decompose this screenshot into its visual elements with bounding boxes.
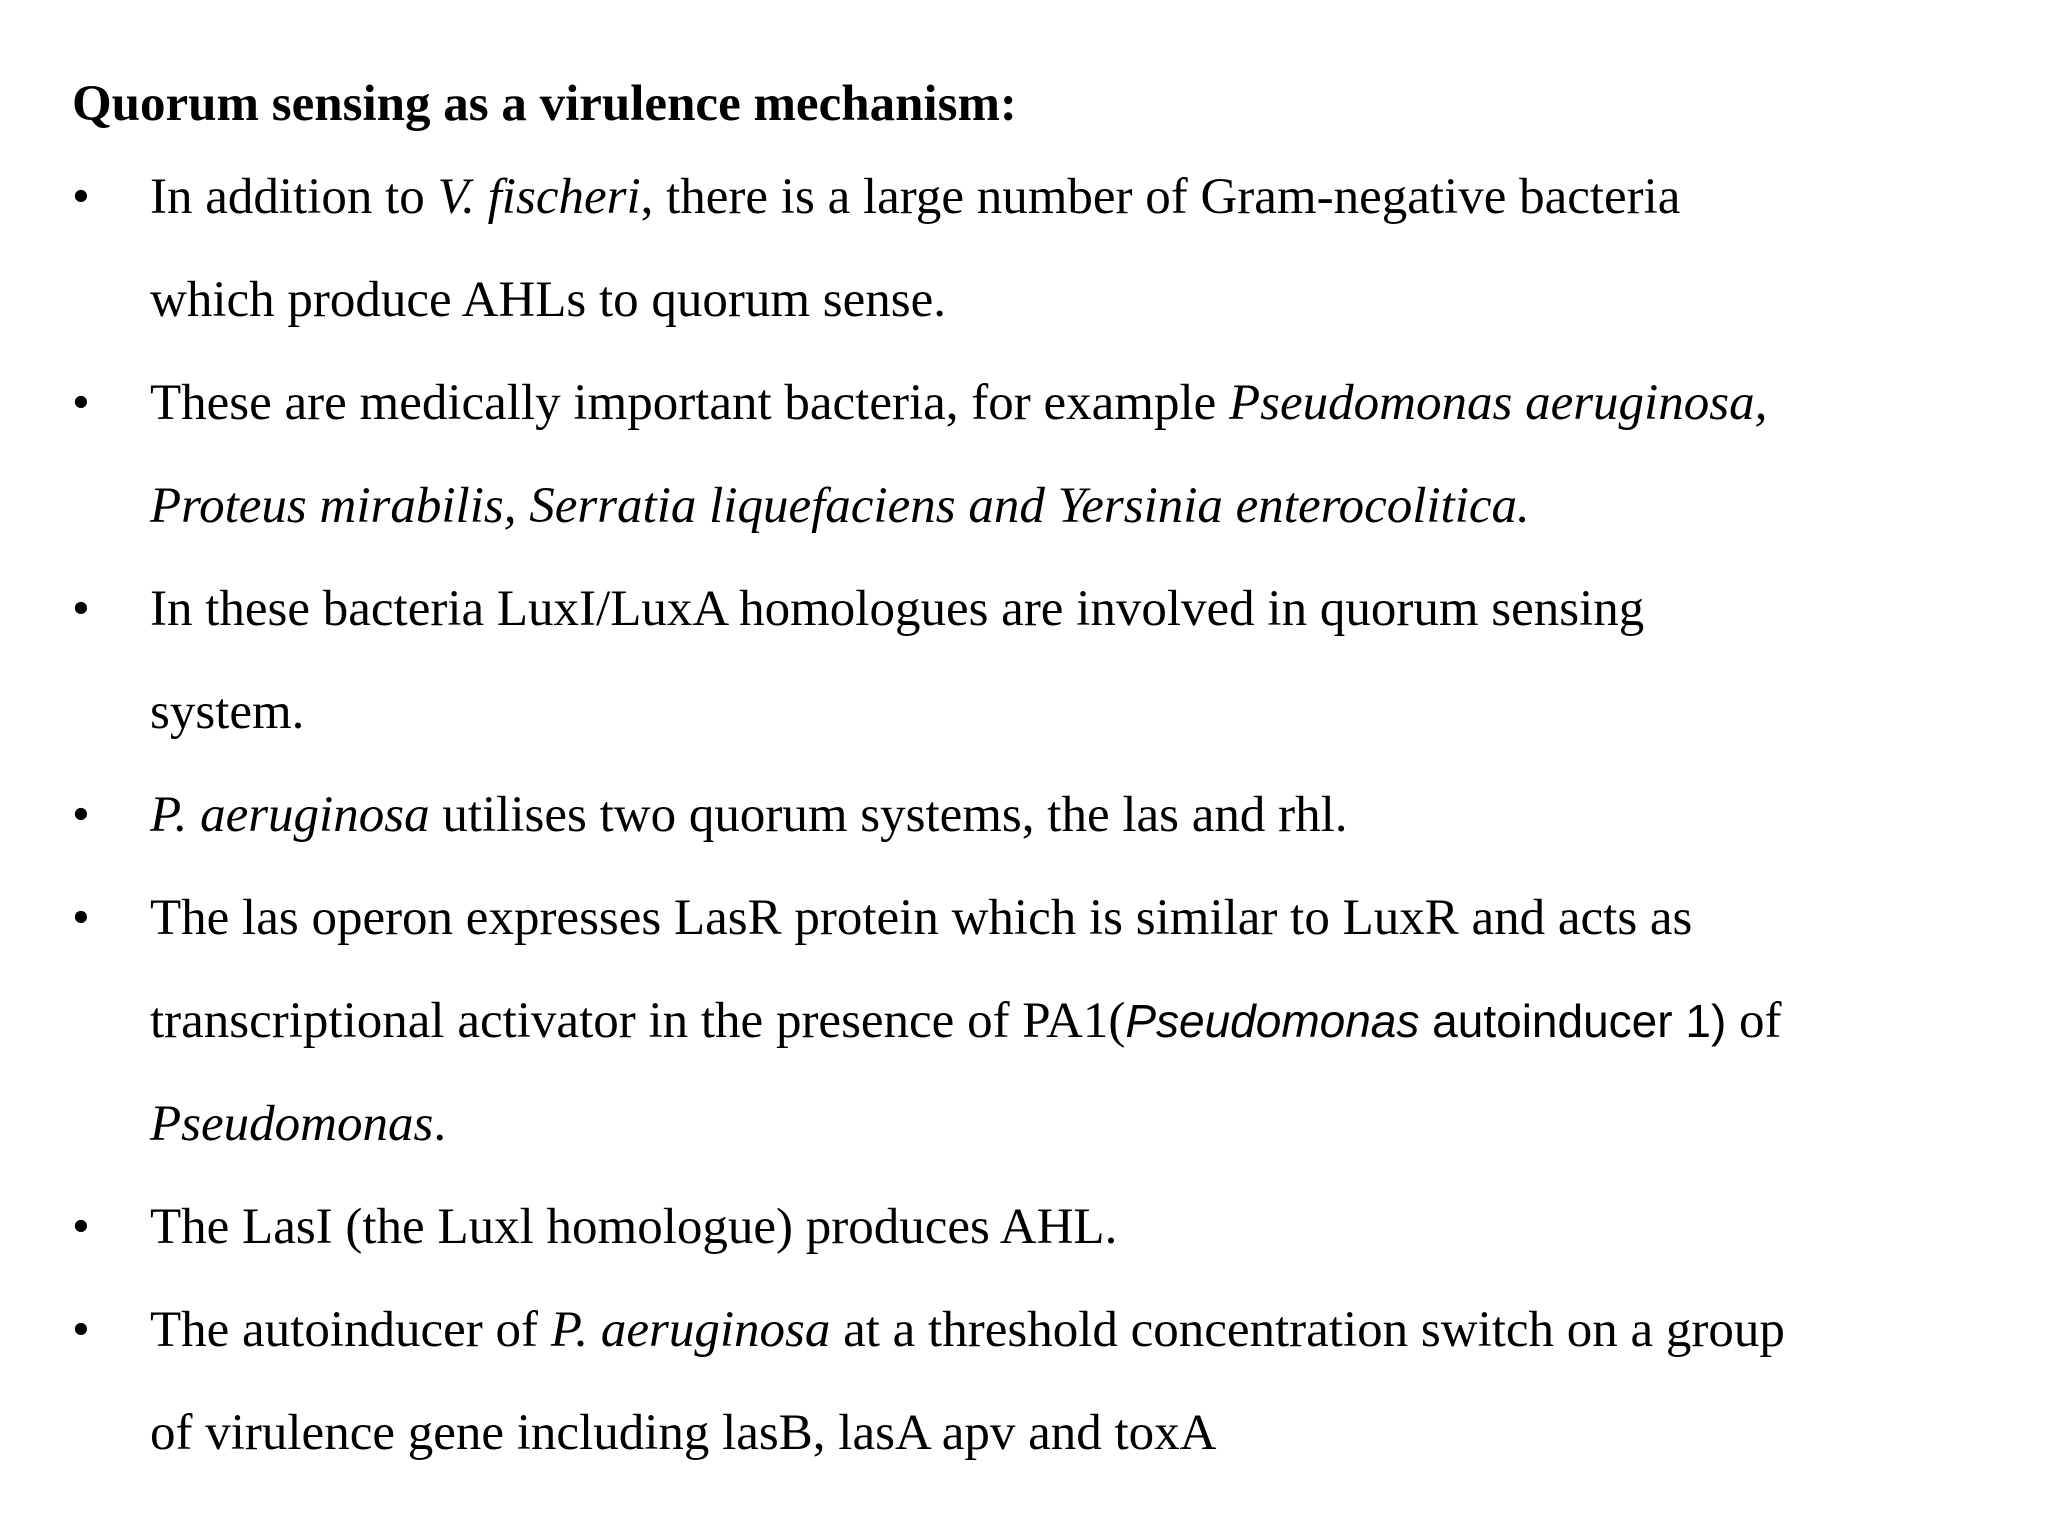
- bullet-line: [150, 1382, 1992, 1485]
- text-run: .: [433, 1096, 447, 1152]
- bullet-item: [72, 558, 1992, 764]
- text-run: The las operon expresses LasR protein which is similar to LuxR and acts as: [150, 890, 1693, 946]
- bullet-item: [72, 764, 1992, 867]
- text-run: In addition to: [150, 169, 438, 225]
- bullet-item: [72, 1176, 1992, 1279]
- bullet-line: [150, 558, 1992, 661]
- text-run: which produce AHLs to quorum sense.: [150, 272, 947, 328]
- italic-text: Pseudomonas: [150, 1096, 434, 1152]
- italic-text: P. aeruginosa: [150, 787, 430, 843]
- italic-text: P. aeruginosa: [550, 1302, 831, 1358]
- bullet-line: [150, 867, 1992, 970]
- slide-content: [72, 62, 1992, 1485]
- bullet-line: [150, 661, 1992, 764]
- text-run: transcriptional activator in the presence of PA1(: [150, 993, 1126, 1049]
- bullet-line: [150, 352, 1992, 455]
- text-run: autoinducer 1): [1419, 995, 1727, 1047]
- text-run: The LasI (the Luxl homologue) produces AHL.: [150, 1199, 1118, 1255]
- italic-text: Proteus mirabilis, Serratia liquefaciens and Yersinia enterocolitica.: [150, 478, 1530, 534]
- text-run: of: [1726, 993, 1782, 1049]
- slide-title: Quorum sensing as a virulence mechanism:: [72, 76, 1017, 132]
- bullet-line: [150, 455, 1992, 558]
- italic-text: Pseudomonas aeruginosa,: [1229, 375, 1768, 431]
- bullet-line: [150, 764, 1992, 867]
- bullet-line: [150, 146, 1992, 249]
- text-run: utilises two quorum systems, the las and rhl.: [429, 787, 1348, 843]
- bullet-item: [72, 352, 1992, 558]
- bullet-item: [72, 146, 1992, 352]
- text-run: , there is a large number of Gram-negative bacteria: [640, 169, 1681, 225]
- text-run: The autoinducer of: [150, 1302, 551, 1358]
- italic-text: Pseudomonas: [1125, 995, 1420, 1047]
- bullet-line: [150, 970, 1992, 1073]
- bullet-list: [72, 146, 1992, 1485]
- bullet-line: [150, 1073, 1992, 1176]
- bullet-item: [72, 867, 1992, 1176]
- text-run: In these bacteria LuxI/LuxA homologues are involved in quorum sensing: [150, 581, 1645, 637]
- italic-text: V. fischeri: [437, 169, 641, 225]
- text-run: system.: [150, 684, 305, 740]
- text-run: These are medically important bacteria, for example: [150, 375, 1229, 431]
- text-run: at a threshold concentration switch on a group: [830, 1302, 1785, 1358]
- bullet-line: [150, 1279, 1992, 1382]
- bullet-line: [150, 1176, 1992, 1279]
- text-run: of virulence gene including lasB, lasA apv and toxA: [150, 1405, 1217, 1461]
- bullet-line: [150, 249, 1992, 352]
- bullet-item: [72, 1279, 1992, 1485]
